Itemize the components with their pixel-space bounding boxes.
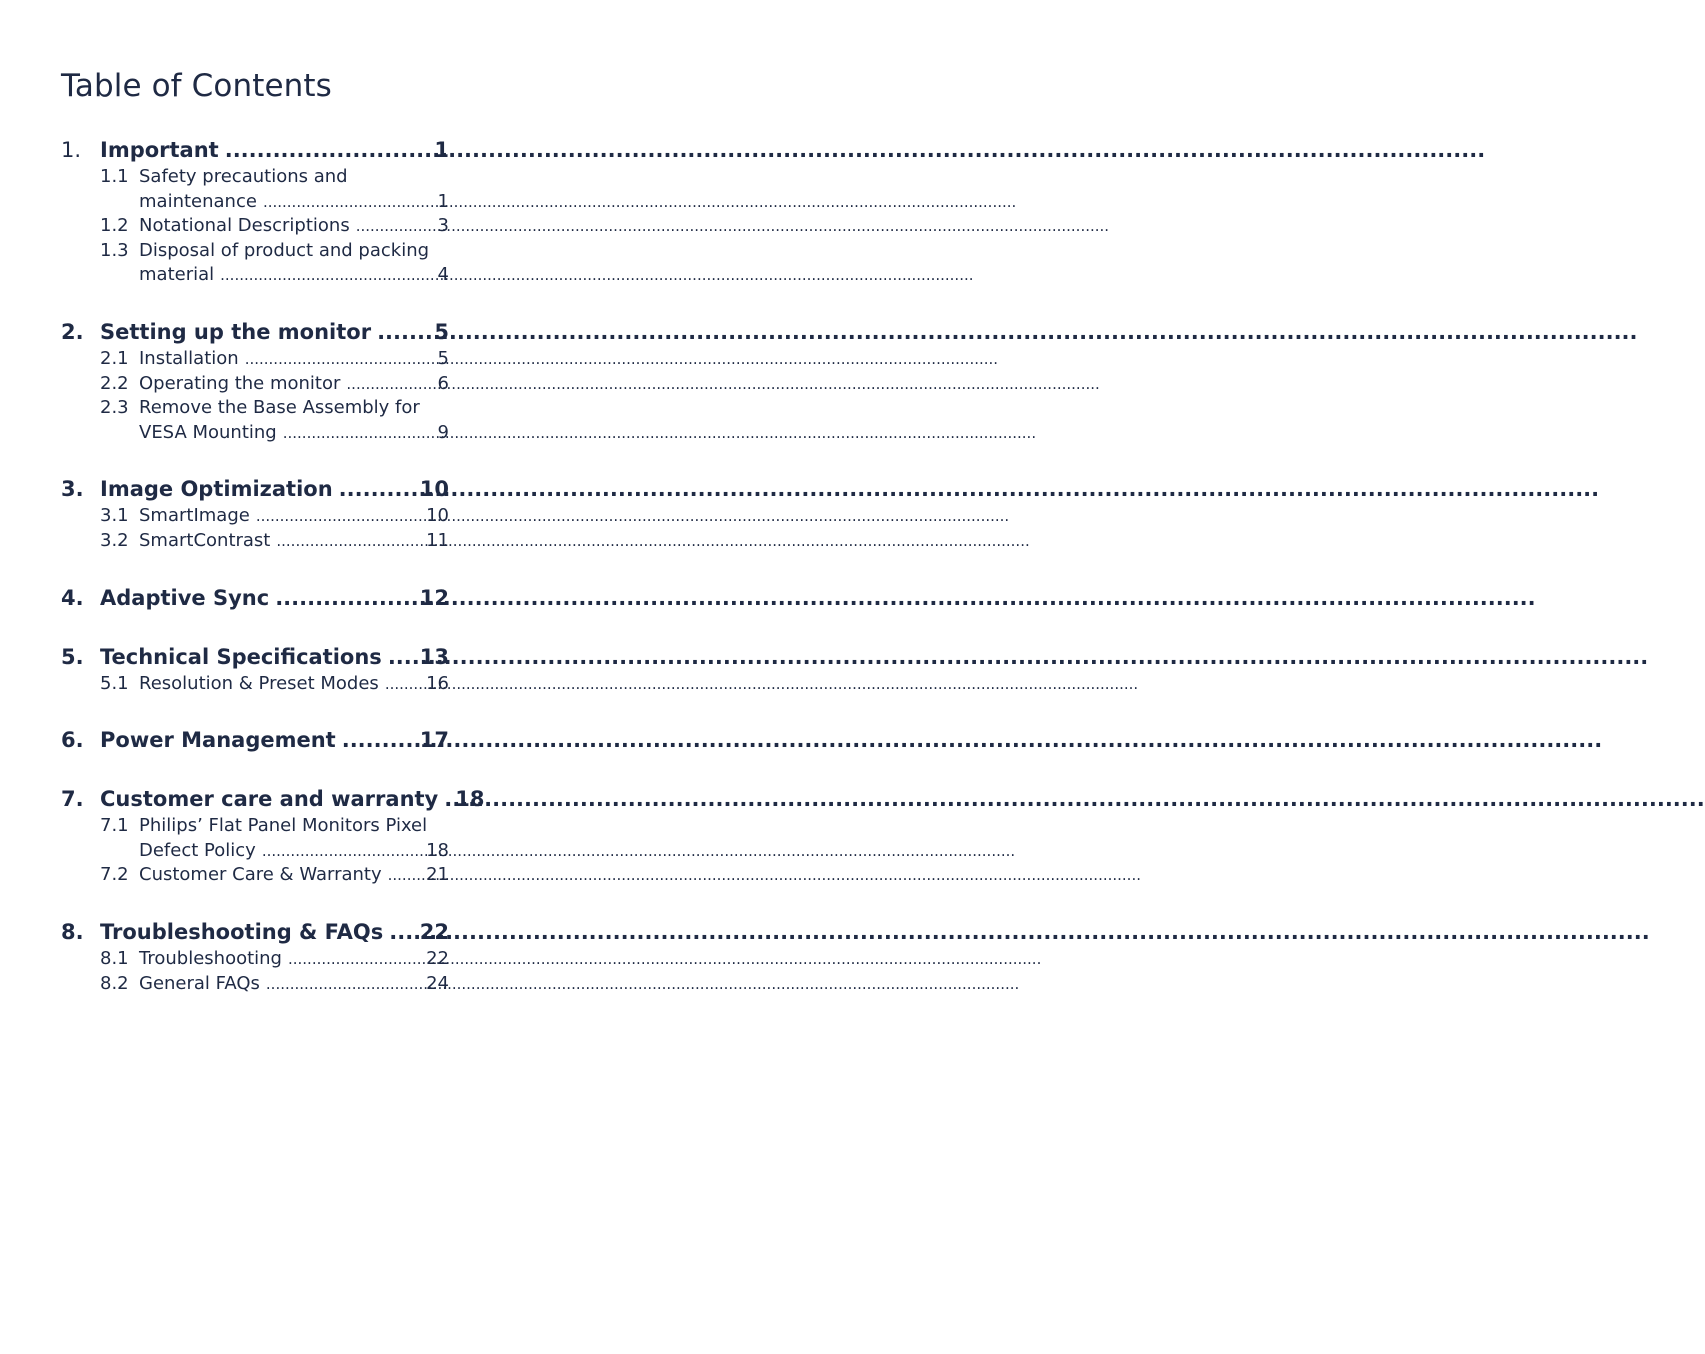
section-title: Troubleshooting & FAQs xyxy=(100,919,384,944)
subsection-line xyxy=(139,972,449,997)
subsection-line xyxy=(139,372,449,397)
subsection-body xyxy=(139,214,449,239)
subsection-page-number: 10 xyxy=(426,505,449,527)
subsection-line xyxy=(139,347,449,372)
toc-section-entry[interactable] xyxy=(61,135,449,165)
subsection-title: Philips’ Flat Panel Monitors Pixel xyxy=(139,815,428,837)
dot-leader xyxy=(444,784,452,814)
toc-subsection-entry[interactable] xyxy=(61,504,449,529)
subsection-page-number: 22 xyxy=(426,947,449,969)
dot-leader xyxy=(356,214,435,239)
subsection-line xyxy=(139,396,449,421)
subsection-title: General FAQs xyxy=(139,972,260,994)
section-page-number: 17 xyxy=(419,728,449,753)
dot-leader xyxy=(339,474,417,504)
section-page-number: 12 xyxy=(419,585,449,610)
subsection-number: 8.1 xyxy=(100,947,129,969)
subsection-body xyxy=(139,347,449,372)
subsection-page-number: 18 xyxy=(426,839,449,861)
subsection-line xyxy=(139,165,449,190)
dot-leader xyxy=(263,190,435,215)
subsection-body xyxy=(139,814,449,863)
subsection-page-number: 6 xyxy=(437,372,449,394)
toc-subsection-entry[interactable] xyxy=(61,814,449,863)
section-title: Technical Specifications xyxy=(100,644,382,669)
dot-leader xyxy=(346,372,434,397)
dot-leader xyxy=(283,421,435,446)
toc-section xyxy=(61,642,449,697)
toc-subsection-entry[interactable] xyxy=(61,214,449,239)
section-number: 2. xyxy=(61,319,84,344)
subsection-title: SmartImage xyxy=(139,505,250,527)
subsection-number: 8.2 xyxy=(100,972,129,994)
subsection-line xyxy=(139,672,449,697)
section-title: Power Management xyxy=(100,728,336,753)
dot-leader xyxy=(377,317,431,347)
subsection-line xyxy=(139,504,449,529)
subsection-title: maintenance xyxy=(139,190,257,212)
subsection-body xyxy=(139,165,449,214)
dot-leader xyxy=(266,972,423,997)
page-title: Table of Contents xyxy=(61,68,332,104)
subsection-number: 2.2 xyxy=(100,372,129,394)
subsection-body xyxy=(139,947,449,972)
dot-leader xyxy=(389,917,417,947)
toc-section-entry[interactable] xyxy=(61,474,449,504)
subsection-page-number: 5 xyxy=(437,347,449,369)
toc-subsection-entry[interactable] xyxy=(61,672,449,697)
subsection-page-number: 16 xyxy=(426,672,449,694)
subsection-page-number: 1 xyxy=(437,190,449,212)
subsection-number: 2.1 xyxy=(100,347,129,369)
toc-section xyxy=(61,135,449,288)
dot-leader xyxy=(388,863,423,888)
subsection-title: Remove the Base Assembly for xyxy=(139,397,420,419)
subsection-number: 7.1 xyxy=(100,815,129,837)
dot-leader xyxy=(245,347,435,372)
subsection-page-number: 11 xyxy=(426,529,449,551)
subsection-body xyxy=(139,239,449,288)
subsection-number: 1.2 xyxy=(100,215,129,237)
subsection-title: Customer Care & Warranty xyxy=(139,864,382,886)
subsection-line xyxy=(139,214,449,239)
subsection-line xyxy=(139,263,449,288)
section-page-number: 18 xyxy=(455,787,485,812)
toc-subsection-entry[interactable] xyxy=(61,947,449,972)
toc-section-entry[interactable] xyxy=(61,642,449,672)
section-page-number: 5 xyxy=(434,319,449,344)
section-number: 1. xyxy=(61,138,82,162)
subsection-title: VESA Mounting xyxy=(139,421,277,443)
section-number: 7. xyxy=(61,787,84,812)
subsection-title: Notational Descriptions xyxy=(139,215,350,237)
subsection-body xyxy=(139,672,449,697)
subsection-title: Operating the monitor xyxy=(139,372,341,394)
subsection-title: Safety precautions and xyxy=(139,166,348,187)
subsection-title: SmartContrast xyxy=(139,529,271,551)
toc-section xyxy=(61,784,485,888)
section-number: 8. xyxy=(61,919,84,944)
subsection-number: 1.1 xyxy=(100,166,129,187)
toc-subsection-entry[interactable] xyxy=(61,863,449,888)
subsection-number: 3.2 xyxy=(100,529,129,551)
toc-section xyxy=(61,474,449,553)
table-of-contents xyxy=(61,135,485,996)
section-page-number: 13 xyxy=(419,644,449,669)
dot-leader xyxy=(385,672,423,697)
toc-section-entry[interactable] xyxy=(61,784,485,814)
subsection-title: Troubleshooting xyxy=(139,947,282,969)
dot-leader xyxy=(388,642,417,672)
toc-subsection-entry[interactable] xyxy=(61,239,449,288)
subsection-page-number: 24 xyxy=(426,972,449,994)
subsection-number: 3.1 xyxy=(100,505,129,527)
toc-section xyxy=(61,583,449,613)
subsection-body xyxy=(139,863,449,888)
section-page-number: 1 xyxy=(434,138,449,162)
toc-section xyxy=(61,917,449,996)
toc-subsection-entry[interactable] xyxy=(61,372,449,397)
toc-section xyxy=(61,725,449,755)
toc-section-entry[interactable] xyxy=(61,583,449,613)
subsection-body xyxy=(139,372,449,397)
subsection-line xyxy=(139,239,449,264)
subsection-body xyxy=(139,504,449,529)
subsection-page-number: 9 xyxy=(437,421,449,443)
section-title: Customer care and warranty xyxy=(100,787,439,812)
dot-leader xyxy=(256,504,423,529)
section-number: 6. xyxy=(61,728,84,753)
toc-subsection-entry[interactable] xyxy=(61,165,449,214)
subsection-line xyxy=(139,839,449,864)
toc-subsection-entry[interactable] xyxy=(61,529,449,554)
subsection-body xyxy=(139,529,449,554)
subsection-title: Defect Policy xyxy=(139,839,256,861)
toc-section xyxy=(61,317,449,445)
section-page-number: 22 xyxy=(419,919,449,944)
section-number: 3. xyxy=(61,477,84,502)
subsection-title: Disposal of product and packing xyxy=(139,239,430,261)
subsection-line xyxy=(139,947,449,972)
section-title: Important xyxy=(100,138,219,162)
subsection-title: Installation xyxy=(139,347,239,369)
dot-leader xyxy=(276,529,423,554)
subsection-number: 7.2 xyxy=(100,864,129,886)
section-title: Image Optimization xyxy=(100,477,333,502)
section-page-number: 10 xyxy=(419,477,449,502)
subsection-page-number: 3 xyxy=(437,215,449,237)
toc-section-entry[interactable] xyxy=(61,725,449,755)
subsection-body xyxy=(139,396,449,445)
subsection-line xyxy=(139,529,449,554)
subsection-number: 5.1 xyxy=(100,672,129,694)
section-number: 4. xyxy=(61,585,84,610)
subsection-page-number: 21 xyxy=(426,864,449,886)
dot-leader xyxy=(275,583,417,613)
toc-subsection-entry[interactable] xyxy=(61,972,449,997)
subsection-title: material xyxy=(139,264,215,286)
subsection-number: 2.3 xyxy=(100,397,129,419)
subsection-page-number: 4 xyxy=(437,264,449,286)
subsection-title: Resolution & Preset Modes xyxy=(139,672,379,694)
subsection-body xyxy=(139,972,449,997)
subsection-line xyxy=(139,863,449,888)
toc-subsection-entry[interactable] xyxy=(61,396,449,445)
dot-leader xyxy=(342,725,417,755)
dot-leader xyxy=(225,135,432,165)
section-title: Setting up the monitor xyxy=(100,319,372,344)
section-title: Adaptive Sync xyxy=(100,585,270,610)
dot-leader xyxy=(288,947,423,972)
toc-section-entry[interactable] xyxy=(61,317,449,347)
section-number: 5. xyxy=(61,644,84,669)
dot-leader xyxy=(262,839,423,864)
subsection-line xyxy=(139,421,449,446)
subsection-line xyxy=(139,190,449,215)
toc-subsection-entry[interactable] xyxy=(61,347,449,372)
subsection-line xyxy=(139,814,449,839)
toc-section-entry[interactable] xyxy=(61,917,449,947)
dot-leader xyxy=(220,263,434,288)
subsection-number: 1.3 xyxy=(100,239,129,261)
